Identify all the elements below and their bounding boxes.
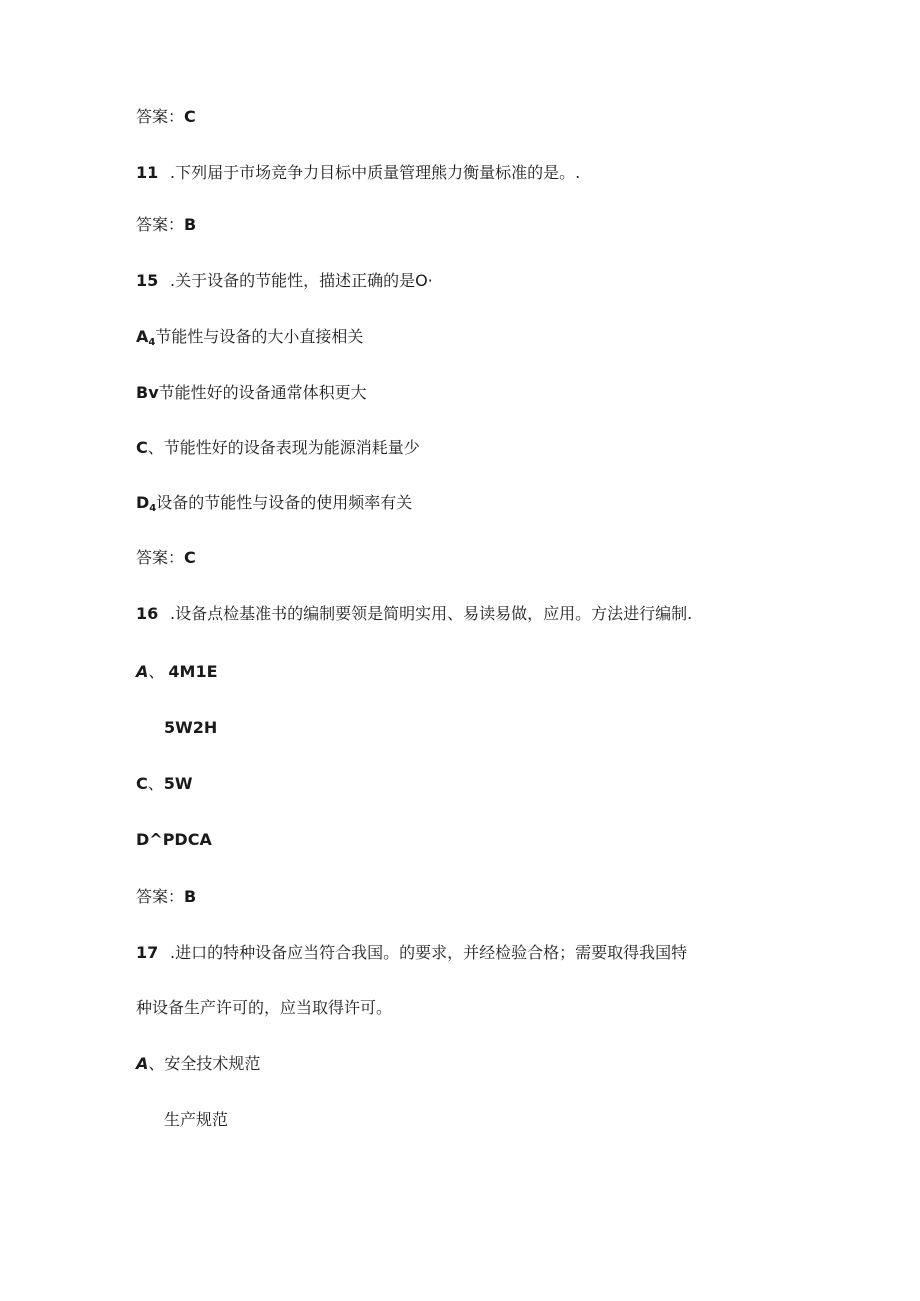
answer-line [136, 214, 196, 236]
question-17-continued [136, 997, 392, 1019]
option-d [136, 829, 212, 851]
option-letter: C [136, 438, 148, 457]
option-text: 节能性好的设备表现为能源消耗量少 [163, 438, 420, 457]
option-text: 节能性好的设备通常体积更大 [158, 383, 367, 402]
question-17 [136, 942, 687, 964]
question-text: .设备点检基准书的编制要领是简明实用、易读易做，应用。方法进行编制. [170, 604, 693, 623]
answer-label: 答案： [136, 548, 185, 567]
option-text: 设备的节能性与设备的使用频率有关 [156, 493, 413, 512]
question-text: 种设备生产许可的，应当取得许可。 [136, 998, 393, 1017]
answer-value: C [184, 107, 196, 126]
question-text: .下列届于市场竞争力目标中质量管理熊力衡量标准的是。. [170, 163, 581, 182]
option-text: 节能性与设备的大小直接相关 [155, 327, 364, 346]
option-separator: 、 [148, 1054, 165, 1073]
answer-value: C [184, 548, 196, 567]
question-number: 11 [136, 163, 159, 182]
question-number: 16 [136, 604, 159, 623]
option-letter: D [136, 493, 150, 512]
option-c [136, 437, 420, 459]
option-text: D^PDCA [136, 830, 212, 849]
option-subscript: 4 [149, 503, 157, 514]
option-subscript: 4 [148, 337, 156, 348]
option-separator: 、 [148, 662, 165, 681]
question-11 [136, 162, 580, 184]
option-a [136, 1053, 260, 1075]
option-text: 生产规范 [164, 1110, 229, 1129]
answer-label: 答案： [136, 107, 185, 126]
option-letter: A [136, 662, 149, 681]
option-text: 5W [163, 774, 193, 793]
answer-label: 答案： [136, 887, 185, 906]
option-letter: Bv [136, 383, 159, 402]
option-b [164, 1109, 228, 1131]
question-text: .关于设备的节能性，描述正确的是O· [170, 271, 433, 290]
option-letter: A [136, 327, 149, 346]
question-15 [136, 270, 433, 292]
question-number: 15 [136, 271, 159, 290]
option-text: 安全技术规范 [164, 1054, 261, 1073]
option-letter: C [136, 774, 148, 793]
question-16 [136, 603, 692, 625]
option-a [136, 661, 218, 683]
answer-line [136, 886, 196, 908]
option-separator: 、 [147, 438, 164, 457]
option-text: 4M1E [168, 662, 218, 681]
question-text: .进口的特种设备应当符合我国。的要求，并经检验合格；需要取得我国特 [170, 943, 688, 962]
answer-line [136, 547, 196, 569]
question-number: 17 [136, 943, 159, 962]
option-separator: 、 [147, 774, 164, 793]
option-c [136, 773, 193, 795]
option-text: 5W2H [164, 718, 218, 737]
option-d [136, 492, 412, 520]
answer-value: B [184, 215, 197, 234]
answer-line [136, 106, 196, 128]
option-a [136, 326, 363, 354]
answer-value: B [184, 887, 197, 906]
option-b [164, 717, 217, 739]
answer-label: 答案： [136, 215, 185, 234]
option-letter: A [136, 1054, 149, 1073]
option-b [136, 382, 367, 404]
